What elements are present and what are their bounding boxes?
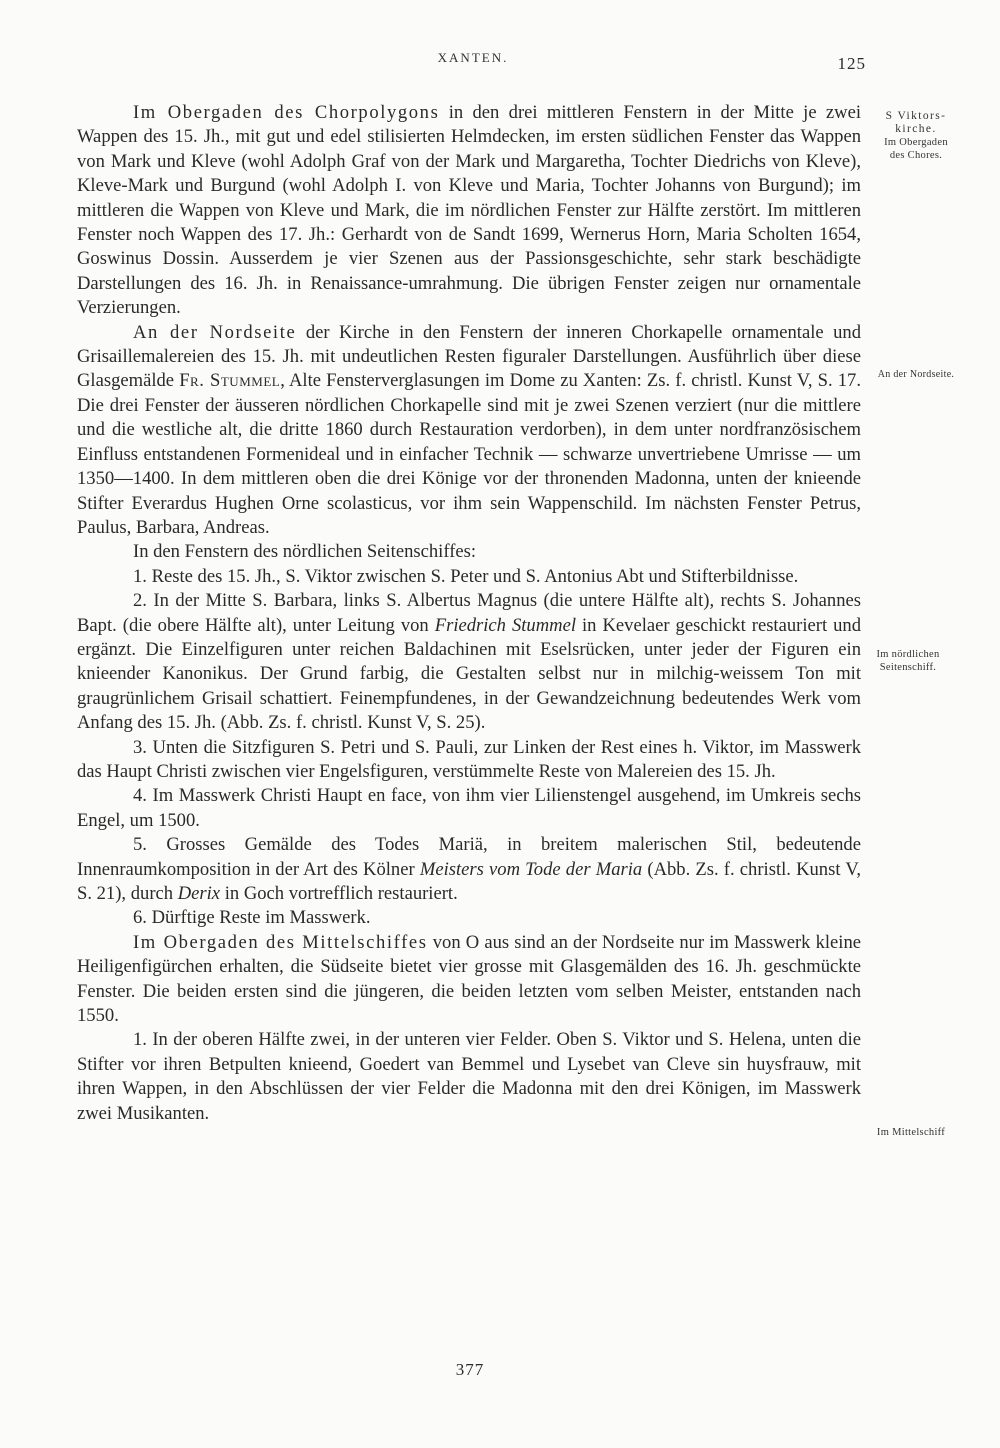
paragraph-nordseite: [77, 321, 861, 541]
paragraph-text: in Goch vortrefflich restauriert.: [220, 883, 458, 904]
paragraph-lead: An der Nordseite: [133, 321, 297, 343]
paragraph-text: in Kevelaer geschickt restauriert und ergänzt. Die Einzelfiguren unter reichen Baldachinen mit Eselsrücken, unter jeder der Figuren ein knieender Kanonikus. Der Grund farbig, die Gestalten selbst nur in milchig-weissem Ton mit graugrünlichem Grisail schattiert. Feinempfundenes, in der Gewandzeichnung bedeutendes Werk vom Anfang des 15. Jh. (Abb. Zs. f. christl. Kunst V, S. 25).: [77, 614, 861, 734]
running-title: XANTEN.: [437, 50, 509, 65]
paragraph-text: , Alte Fensterverglasungen im Dome zu Xanten: Zs. f. christl. Kunst V, S. 17. Die drei Fenster der äusseren nördlichen Chorkapelle sind mit je zwei Szenen verziert (nur die mittlere und die westliche alt, die dritte 1860 durch Restauration verdorben), in dem unter nordfranzösischem Einfluss entstandenen Formenideal und in einfacher Technik — schwarze unvertriebene Umrisse — um 1350—1400. In dem mittleren oben die drei Könige vor der thronenden Madonna, unten der knieende Stifter Everardus Hughen Orne scolasticus, vor ihm sein Wappenschild. Im nächsten Fenster Petrus, Paulus, Barbara, Andreas.: [77, 370, 861, 538]
marginal-note-seitenschiff: [856, 648, 960, 674]
list-item-6: 6. Dürftige Reste im Masswerk.: [133, 907, 371, 929]
body-text: [77, 101, 861, 1126]
paragraph-text: 5. Grosses Gemälde des Todes Mariä, in breitem malerischen Stil, bedeutende Innenraumkomposition in der Art des Kölner: [77, 834, 861, 880]
paragraph-text: 2. In der Mitte S. Barbara, links S. Albertus Magnus (die untere Hälfte alt), rechts S. Johannes Bapt. (die obere Hälfte alt), unter Leitung von: [77, 590, 861, 636]
paragraph-lead: Im Obergaden des Mittelschiffes: [133, 931, 428, 953]
marginal-line: Seitenschiff.: [879, 662, 937, 673]
marginal-note-nordseite: An der Nordseite.: [877, 369, 955, 380]
list-item-5: [77, 833, 861, 906]
marginal-line: kirche.: [895, 123, 937, 135]
paragraph-obergaden-mittelschiff: [77, 931, 861, 1029]
marginal-note-viktorskirche: [864, 110, 968, 162]
marginal-line: des Chores.: [889, 150, 943, 161]
restorer-derix: Derix: [177, 883, 221, 904]
marginal-line: S Viktors-: [885, 110, 947, 122]
paragraph-seitenschiff-intro: In den Fenstern des nördlichen Seitenschiffes:: [133, 541, 477, 563]
list-item-4: 4. Im Masswerk Christi Haupt en face, von ihm vier Lilienstengel ausgehend, im Umkreis sechs Engel, um 1500.: [77, 785, 861, 831]
paragraph-text: in den drei mittleren Fenstern in der Mitte je zwei Wappen des 15. Jh., mit gut und edel stilisierten Helmdecken, im ersten südlichen Fenster das Wappen von Mark und Kleve (wohl Adolph Graf von der Mark und Margaretha, Tochter Diedrichs von Kleve), Kleve-Mark und Burgund (wohl Adolph I. von Kleve und Maria, Tochter Johanns von Burgund); im mittleren die Wappen von Kleve und Mark, die im nördlichen Fenster zur Hälfte zerstört. Im mittleren Fenster noch Wappen des 17. Jh.: Gerhardt von de Sandt 1699, Wernerus Horn, Maria Scholten 1654, Goswinus Dossin. Ausserdem je vier Szenen aus der Passionsgeschichte, sehr stark beschädigte Darstellungen des 16. Jh. in Renaissance-umrahmung. Die übrigen Fenster zeigen nur ornamentale Verzierungen.: [77, 102, 861, 319]
marginal-line: Im Obergaden: [884, 137, 948, 148]
list-item-1: 1. Reste des 15. Jh., S. Viktor zwischen S. Peter und S. Antonius Abt und Stifterbildnisse.: [133, 565, 799, 587]
page-number: 125: [837, 54, 866, 73]
list-item-window-1: 1. In der oberen Hälfte zwei, in der unteren vier Felder. Oben S. Viktor und S. Helena, unten die Stifter vor ihren Betpulten knieend, Goedert van Bemmel und Lysebet van Cleve sin huysfrauw, mit ihren Wappen, in den Abschlüssen der vier Felder die Madonna mit den drei Königen, im Masswerk zwei Musikanten.: [77, 1029, 861, 1124]
restorer-name: Friedrich Stummel: [434, 614, 577, 636]
list-item-2: [77, 589, 861, 735]
paragraph-text: (Abb. Zs. f. christl. Kunst V, S. 21), durch: [77, 858, 862, 904]
author-name: Fr. Stummel: [179, 370, 281, 392]
signature-number: 377: [455, 1360, 485, 1379]
paragraph-lead: Im Obergaden des Chorpolygons: [133, 102, 440, 123]
marginal-note-mittelschiff: Im Mittelschiff: [876, 1127, 946, 1138]
list-item-3: 3. Unten die Sitzfiguren S. Petri und S. Pauli, zur Linken der Rest eines h. Viktor, im Masswerk das Haupt Christi zwischen vier Engelsfiguren, verstümmelte Reste von Malereien des 15. Jh.: [77, 736, 861, 782]
paragraph-text: von O aus sind an der Nordseite nur im Masswerk kleine Heiligenfigürchen erhalten, die Südseite bietet vier grosse mit Glasgemälden des 16. Jh. geschmückte Fenster. Die beiden ersten sind die jüngeren, die beiden letzten vom selben Meister, entstanden nach 1550.: [77, 931, 861, 1027]
paragraph-text: der Kirche in den Fenstern der inneren Chorkapelle ornamentale und Grisaillemalereien des 15. Jh. mit undeutlichen Resten figuraler Darstellungen. Ausführlich über diese Glasgemälde: [77, 321, 861, 392]
marginal-line: Im nördlichen: [876, 649, 940, 660]
paragraph-obergaden-chor: [77, 101, 861, 321]
master-name: Meisters vom Tode der Maria: [419, 858, 643, 880]
